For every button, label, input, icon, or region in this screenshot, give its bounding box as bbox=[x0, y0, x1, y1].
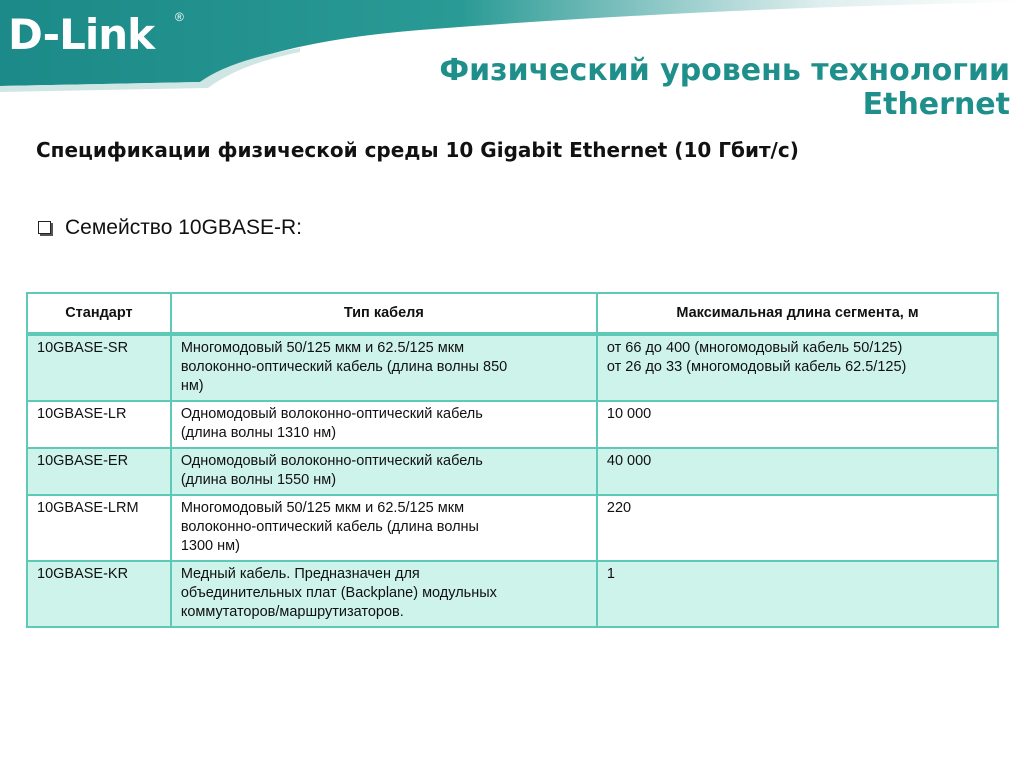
table-header-row bbox=[27, 293, 998, 334]
cell-line: (длина волны 1310 нм) bbox=[180, 425, 337, 441]
cell-line: 1300 нм) bbox=[180, 538, 240, 554]
cell-line: Одномодовый волоконно-оптический кабель bbox=[180, 406, 483, 422]
cell-line: нм) bbox=[180, 378, 204, 394]
cell-line: 1 bbox=[606, 566, 615, 582]
cell-cable bbox=[171, 495, 597, 561]
cell-length bbox=[597, 561, 998, 627]
registered-mark: ® bbox=[175, 10, 184, 24]
table-row bbox=[27, 448, 998, 495]
table-row bbox=[27, 561, 998, 627]
slide-title bbox=[290, 54, 1010, 122]
cell-line: от 66 до 400 (многомодовый кабель 50/125) bbox=[606, 340, 903, 356]
table-row bbox=[27, 401, 998, 448]
cell-line: Одномодовый волоконно-оптический кабель bbox=[180, 453, 483, 469]
cell-cable bbox=[171, 448, 597, 495]
cell-line: (длина волны 1550 нм) bbox=[180, 472, 337, 488]
cell-line: 40 000 bbox=[606, 453, 652, 469]
spec-table bbox=[26, 292, 999, 628]
cell-cable bbox=[171, 334, 597, 401]
cell-standard: 10GBASE-ER bbox=[27, 448, 171, 495]
cell-line: от 26 до 33 (многомодовый кабель 62.5/125) bbox=[606, 359, 907, 375]
column-header-cable: Тип кабеля bbox=[171, 293, 597, 334]
section-subtitle: Спецификации физической среды 10 Gigabit Ethernet (10 Гбит/с) bbox=[36, 138, 799, 162]
table-row bbox=[27, 495, 998, 561]
title-line-1: Физический уровень технологии bbox=[439, 53, 1010, 88]
cell-line: 10 000 bbox=[606, 406, 652, 422]
cell-line: волоконно-оптический кабель (длина волны 850 bbox=[180, 359, 508, 375]
cell-line: волоконно-оптический кабель (длина волны bbox=[180, 519, 479, 535]
cell-standard: 10GBASE-LRM bbox=[27, 495, 171, 561]
cell-standard: 10GBASE-KR bbox=[27, 561, 171, 627]
title-line-2: Ethernet bbox=[862, 87, 1010, 122]
cell-cable bbox=[171, 561, 597, 627]
cell-line: коммутаторов/маршрутизаторов. bbox=[180, 604, 404, 620]
checkbox-bullet-icon bbox=[38, 221, 51, 234]
cell-standard: 10GBASE-SR bbox=[27, 334, 171, 401]
cell-line: Многомодовый 50/125 мкм и 62.5/125 мкм bbox=[180, 340, 465, 356]
cell-length bbox=[597, 448, 998, 495]
column-header-standard: Стандарт bbox=[27, 293, 171, 334]
cell-length bbox=[597, 495, 998, 561]
dlink-logo: D-Link bbox=[8, 10, 155, 59]
cell-standard: 10GBASE-LR bbox=[27, 401, 171, 448]
cell-length bbox=[597, 334, 998, 401]
cell-cable bbox=[171, 401, 597, 448]
table-row bbox=[27, 334, 998, 401]
cell-line: Многомодовый 50/125 мкм и 62.5/125 мкм bbox=[180, 500, 465, 516]
bullet-text: Семейство 10GBASE-R: bbox=[65, 216, 302, 239]
cell-line: Медный кабель. Предназначен для bbox=[180, 566, 420, 582]
bullet-item bbox=[38, 216, 302, 240]
cell-line: 220 bbox=[606, 500, 632, 516]
cell-line: объединительных плат (Backplane) модульных bbox=[180, 585, 497, 601]
cell-length bbox=[597, 401, 998, 448]
column-header-length: Максимальная длина сегмента, м bbox=[597, 293, 998, 334]
